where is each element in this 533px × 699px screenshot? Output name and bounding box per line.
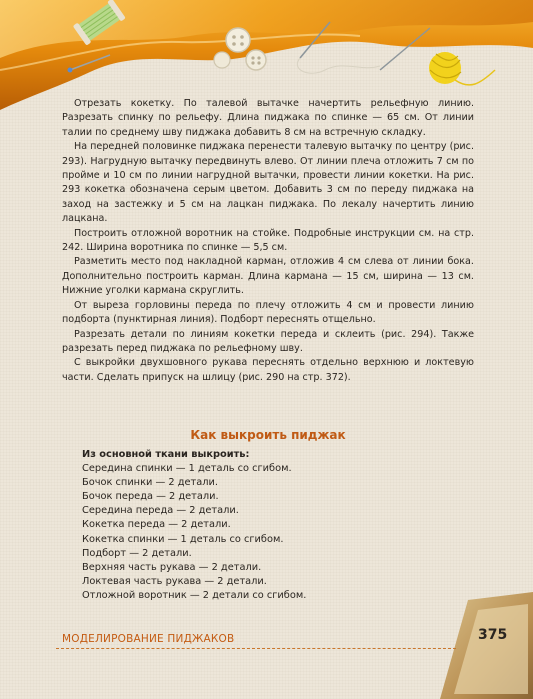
body-text: [62, 97, 474, 385]
paragraph: На передней половинке пиджака перенести талевую вытачку по центру (рис. 293). Нагрудную вытачку передвинуть влево. От линии плеча отложить 7 см по пройме и 10 см по линии нагрудной вытачки, провести линии кокетки. На рис. 293 кокетка обозначена серым цветом. Добавить 3 см по переду пиджака на заход на застежку и 5 см на лацкан пиджака. По лекалу начертить линию лацкана.: [62, 141, 474, 225]
list-item: Середина переда — 2 детали.: [82, 505, 239, 517]
running-footer: МОДЕЛИРОВАНИЕ ПИДЖАКОВ: [62, 633, 235, 645]
paragraph: С выкройки двухшовного рукава переснять отдельно верхнюю и локтевую части. Сделать припуск на шлицу (рис. 290 на стр. 372).: [62, 357, 474, 383]
list-item: Кокетка спинки — 1 деталь со сгибом.: [82, 533, 284, 545]
page-number: 375: [478, 627, 508, 643]
list-item: Локтевая часть рукава — 2 детали.: [82, 575, 267, 587]
list-item: Верхняя часть рукава — 2 детали.: [82, 561, 262, 573]
cut-list-heading: Из основной ткани выкроить:: [82, 449, 250, 460]
paragraph: Отрезать кокетку. По талевой вытачке начертить рельефную линию. Разрезать спинку по рельефу. Длина пиджака по спинке — 65 см. От линии талии по среднему шву пиджака добавить 8 см на встречную складку.: [62, 98, 474, 138]
paragraph: От выреза горловины переда по плечу отложить 4 см и провести линию подборта (пунктирная линия). Подборт переснять отщельно.: [62, 299, 474, 326]
list-item: Подборт — 2 детали.: [82, 547, 192, 559]
paper-corner: [420, 590, 533, 699]
cut-list: [82, 448, 462, 603]
paragraph: Разрезать детали по линиям кокетки переда и склеить (рис. 294). Также разрезать перед пиджака по рельефному шву.: [62, 328, 474, 354]
yarn-ball-icon: [429, 52, 495, 85]
section-title: Как выкроить пиджак: [190, 428, 346, 442]
paragraph: Разметить место под накладной карман, отложив 4 см слева от линии бока. Дополнительно построить карман. Длина кармана — 15 см, ширина — 13 см. Нижние уголки кармана скруглить.: [62, 256, 474, 297]
list-item: Бочок спинки — 2 детали.: [82, 477, 219, 489]
paragraph: Построить отложной воротник на стойке. Подробные инструкции см. на стр. 242. Ширина воротника по спинке — 5,5 см.: [62, 227, 474, 254]
footer-divider: [56, 648, 456, 649]
list-item: Кокетка переда — 2 детали.: [82, 519, 231, 531]
list-item: Середина спинки — 1 деталь со сгибом.: [82, 463, 292, 475]
list-item: Отложной воротник — 2 детали со сгибом.: [82, 589, 307, 601]
list-item: Бочок переда — 2 детали.: [82, 491, 219, 503]
